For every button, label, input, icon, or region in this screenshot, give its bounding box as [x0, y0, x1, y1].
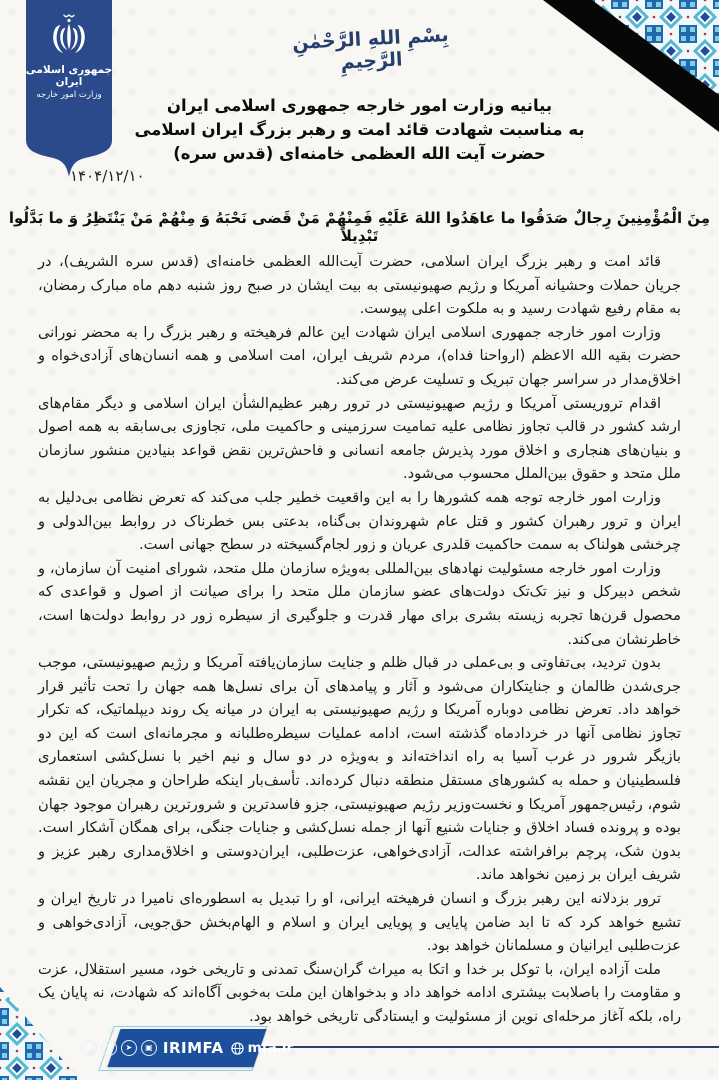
x-icon[interactable]: ✕: [81, 1040, 97, 1056]
footer-content: [85, 1029, 294, 1067]
instagram-icon[interactable]: ▣: [141, 1040, 157, 1056]
footer-banner: [85, 1029, 294, 1067]
title-line-1: بیانیه وزارت امور خارجه جمهوری اسلامی ایران: [166, 96, 553, 115]
title-line-3: حضرت آیت الله العظمی خامنه‌ای (قدس سره): [173, 144, 546, 163]
paragraph: قائد امت و رهبر بزرگ ایران اسلامی، حضرت آیت‌الله العظمی خامنه‌ای (قدس سره الشریف)، در جریان حملات وحشیانه آمریکا و رژیم صهیونیستی به بیت ایشان در صبح روز شنبه دهم ماه مبارک رمضان، به مقام رفیع شهادت رسید و به ملکوت اعلی پیوست.: [38, 253, 681, 318]
bismillah-calligraphy: بِسْمِ اللهِ الرَّحْمٰنِ الرَّحِیمِ: [291, 23, 450, 74]
footer-rule: [252, 1046, 719, 1048]
paragraph: اقدام تروریستی آمریکا و رژیم صهیونیستی در ترور رهبر عظیم‌الشأن ایران اسلامی و دیگر مقام‌های ارشد کشور در قالب تجاوز نظامی علیه تمامیت سرزمینی و حاکمیت ملی، تجاوزی بی‌سابقه به همه اصول و بنیان‌های هنجاری و اخلاق مورد پذیرش جامعه انسانی و فاحش‌ترین نقض قواعد بنیادین منشور سازمان ملل متحد و حقوق بین‌الملل محسوب می‌شود.: [38, 394, 681, 483]
website-link[interactable]: mfa.ir: [247, 1040, 294, 1056]
quran-verse: مِنَ الْمُؤْمِنِینَ رِجالٌ صَدَقُوا ما عاهَدُوا اللهَ عَلَیْهِ فَمِنْهُمْ مَنْ قَضی نَحْبَهُ وَ مِنْهُمْ مَنْ یَنْتَظِرُ وَ ما بَدَّلُوا تَبْدِیلاً: [8, 209, 711, 245]
statement-date: ۱۴۰۴/۱۲/۱۰: [70, 167, 145, 185]
statement-body: [38, 250, 681, 1029]
facebook-icon[interactable]: f: [101, 1040, 117, 1056]
paragraph: وزارت امور خارجه جمهوری اسلامی ایران شهادت این عالم فرهیخته و رهبر بزرگ را به محضر نورانی حضرت بقیه الله الاعظم (ارواحنا فداه)، مردم شریف ایران، امت اسلامی و همه انسان‌های آزادی‌خواه و اخلاق‌مدار در سراسر جهان تبریک و تسلیت عرض می‌کند.: [38, 323, 681, 388]
logo-ministry-name: وزارت امور خارجه: [36, 90, 102, 100]
paragraph: وزارت امور خارجه توجه همه کشورها را به این واقعیت خطیر جلب می‌کند که تعرض نظامی بی‌دلیل به ایران و ترور رهبران کشور و قتل عام شهروندان بی‌گناه، بدعتی بس خطرناک در روابط بین‌الدولی و چرخشی هولناک به سمت حاکمیت قلدری عریان و زور لجام‌گسیخته در سطح جهانی است.: [38, 488, 681, 554]
globe-icon: [231, 1042, 244, 1055]
logo-org-name: جمهوری اسلامی ایران: [25, 64, 113, 88]
paragraph: ترور بزدلانه این رهبر بزرگ و انسان فرهیخته ایرانی، او را تبدیل به اسطوره‌ای نامیرا در تاریخ ایران و تشیع خواهد کرد که تا ابد ضامن پایایی و پویایی ایران و اسلام و الهام‌بخش حق‌جویی، آزادی‌خواهی و عزت‌طلبی ایرانیان و مسلمانان خواهد بود.: [38, 890, 681, 955]
paragraph: وزارت امور خارجه مسئولیت نهادهای بین‌المللی به‌ویژه سازمان ملل متحد، شورای امنیت آن سازمان، و شخص دبیرکل و نیز تک‌تک دولت‌های عضو سازمان ملل متحد را برای صیانت از اصول و قواعدی که محصول قرن‌ها تجربه زیسته بشری برای مهار قدرت و جلوگیری از سیطره زور در روابط دولت‌ها است، خاطرنشان می‌کند.: [38, 559, 681, 648]
social-handle: IRIMFA: [162, 1039, 224, 1057]
statement-title: [0, 94, 719, 166]
paragraph: ملت آزاده ایران، با توکل بر خدا و اتکا به میراث گران‌سنگ تمدنی و تاریخی خود، مسیر استقلال، عزت و مقاومت را باصلابت بیشتری ادامه خواهد داد و بدخواهان این ملت به‌خوبی آگاه‌اند که شهادت، نه پایان یک راه، بلکه آغاز مرحله‌ای نوین از مسئولیت و ایستادگی تاریخی خواهد بود.: [38, 960, 681, 1025]
paragraph: بدون تردید، بی‌تفاوتی و بی‌عملی در قبال ظلم و جنایت سازمان‌یافته آمریکا و رژیم صهیونیستی، موجب جری‌شدن ظالمان و جنایتکاران می‌شود و آثار و پیامدهای آن برای نسل‌ها همه جهان را تحت تأثیر قرار خواهد داد. تعرض نظامی دوباره آمریکا و رژیم صهیونیستی به ایران در میانه یک روند دیپلماتیک، که تکرار تجاوز نظامی آنها در خردادماه گذشته است، ادامه عملیات سیطره‌طلبانه و مجرمانه‌ای است که این دو بازیگر شرور در غرب آسیا به راه انداخته‌اند و به‌ویژه در دو سال و نیم اخیر با نسل‌کشی استعماری فلسطینیان و حمله به کشورهای مستقل منطقه دنبال کرده‌اند. تأسف‌بار اینکه طراحان و مجریان این نقشه شوم، رئیس‌جمهور آمریکا و نخست‌وزیر رژیم صهیونیستی، جزو فاسدترین و شرورترین رهبران موجود جهان بوده و پرونده فساد اخلاق و جنایات شنیع آنها از جمله نسل‌کشی و جنایات جنگی، برای همگان آشکار است. بدون شک، پرچم برافراشته عدالت، آزادی‌خواهی، عزت‌طلبی، ایران‌دوستی و اخلاق‌مداری رهبر عزیز و شریف ایران بر زمین نخواهد ماند.: [38, 654, 681, 884]
telegram-icon[interactable]: ➤: [121, 1040, 137, 1056]
title-line-2: به مناسبت شهادت قائد امت و رهبر بزرگ ایران اسلامی: [134, 120, 585, 139]
